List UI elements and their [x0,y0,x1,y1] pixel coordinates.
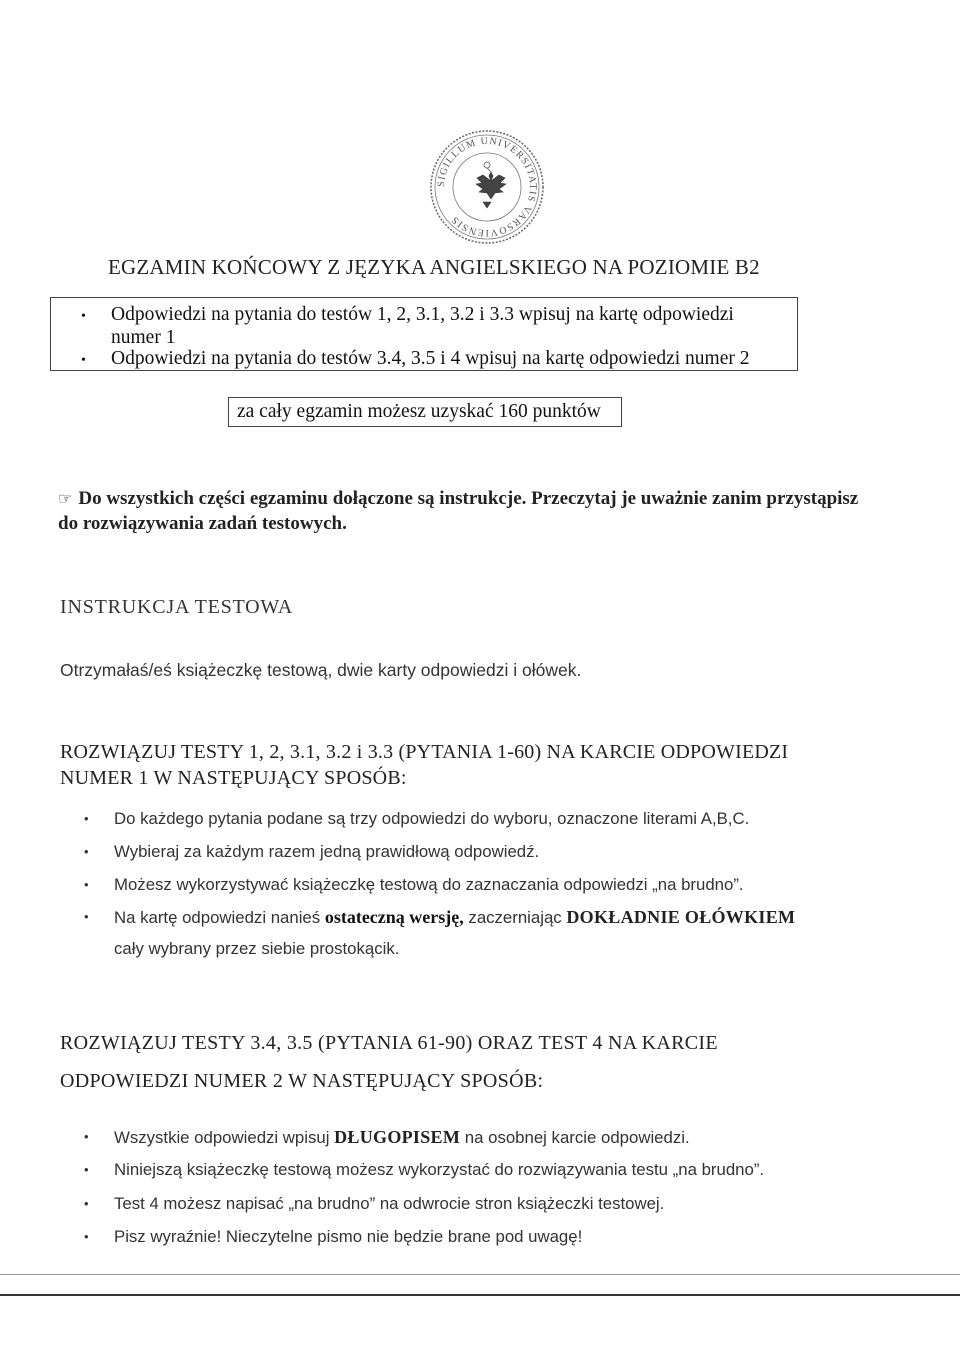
bullet-icon: • [84,811,89,826]
bullet-icon: • [81,353,86,368]
section-1-heading: ROZWIĄZUJ TESTY 1, 2, 3.1, 3.2 i 3.3 (PYTANIA 1-60) NA KARCIE ODPOWIEDZI NUMER 1 W NASTĘPUJĄCY SPOSÓB: [60,741,789,789]
bullet-icon: • [84,1229,89,1244]
bullet-4-middle: zaczerniając [463,908,567,927]
answer-box-line-2 [81,348,750,370]
points-box: za cały egzamin możesz uzyskać 160 punktów [228,397,622,427]
list-item-text: cały wybrany przez siebie prostokącik. [114,939,400,958]
list-item-text [114,1121,854,1154]
bullet-icon: • [84,1162,89,1177]
section-2-heading-line-1: ROZWIĄZUJ TESTY 3.4, 3.5 (PYTANIA 61-90) ORAZ TEST 4 NA KARCIE [60,1032,718,1054]
section-2-heading-line-2: ODPOWIEDZI NUMER 2 W NASTĘPUJĄCY SPOSÓB: [60,1070,544,1092]
bullet-icon: • [84,1129,89,1144]
s2-bullet-1-after: na osobnej karcie odpowiedzi. [460,1128,690,1147]
s2-bullet-1-caps: DŁUGOPISEM [334,1127,461,1147]
instructions-note-text: Do wszystkich części egzaminu dołączone są instrukcje. Przeczytaj je uważnie zanim przystąpisz do rozwiązywania zadań testowych. [58,488,859,534]
pointing-hand-icon: ☞ [58,491,73,508]
divider [0,1294,960,1296]
exam-title: EGZAMIN KOŃCOWY Z JĘZYKA ANGIELSKIEGO NA POZIOMIE B2 [108,255,760,279]
seal-ring-text: SIGILLUM UNIVERSITATIS VARSOVIENSIS [435,135,539,239]
list-item-text: Wybieraj za każdym razem jedną prawidłową odpowiedź. [114,842,540,861]
bullet-icon: • [84,1196,89,1211]
answer-box-line-1-cont: numer 1 [111,327,176,348]
answer-box-line-2-text: Odpowiedzi na pytania do testów 3.4, 3.5 i 4 wpisuj na kartę odpowiedzi numer 2 [111,348,750,369]
university-seal [428,128,546,246]
answer-box-line-1-text: Odpowiedzi na pytania do testów 1, 2, 3.1, 3.2 i 3.3 wpisuj na kartę odpowiedzi [111,304,734,325]
list-item-text: Test 4 możesz napisać „na brudno” na odwrocie stron książeczki testowej. [114,1194,665,1213]
list-item-text: Niniejszą książeczkę testową możesz wykorzystać do rozwiązywania testu „na brudno”. [114,1160,765,1179]
divider [0,1274,960,1275]
list-item-text: Do każdego pytania podane są trzy odpowiedzi do wyboru, oznaczone literami A,B,C. [114,809,750,828]
answer-box-line-1 [81,304,734,326]
section-2-heading [60,1026,880,1098]
bullet-4-caps: DOKŁADNIE OŁÓWKIEM [566,907,796,927]
eagle-seal-icon [428,128,546,246]
s2-bullet-1-before: Wszystkie odpowiedzi wpisuj [114,1128,335,1147]
list-item-text: Możesz wykorzystywać książeczkę testową do zaznaczania odpowiedzi „na brudno”. [114,875,744,894]
answer-sheet-box [50,297,798,371]
bullet-icon: • [84,909,89,924]
instructions-note [58,487,868,536]
bullet-4-before: Na kartę odpowiedzi nanieś [114,908,325,927]
bullet-icon: • [81,309,86,324]
bullet-4-bold: ostateczną wersję, [324,907,464,927]
received-materials-text: Otrzymałaś/eś książeczkę testową, dwie karty odpowiedzi i ołówek. [60,660,582,680]
bullet-icon: • [84,877,89,892]
list-item-text: Pisz wyraźnie! Nieczytelne pismo nie będzie brane pod uwagę! [114,1227,583,1246]
list-item-text [114,901,854,934]
instruction-heading: INSTRUKCJA TESTOWA [60,596,294,618]
bullet-icon: • [84,844,89,859]
